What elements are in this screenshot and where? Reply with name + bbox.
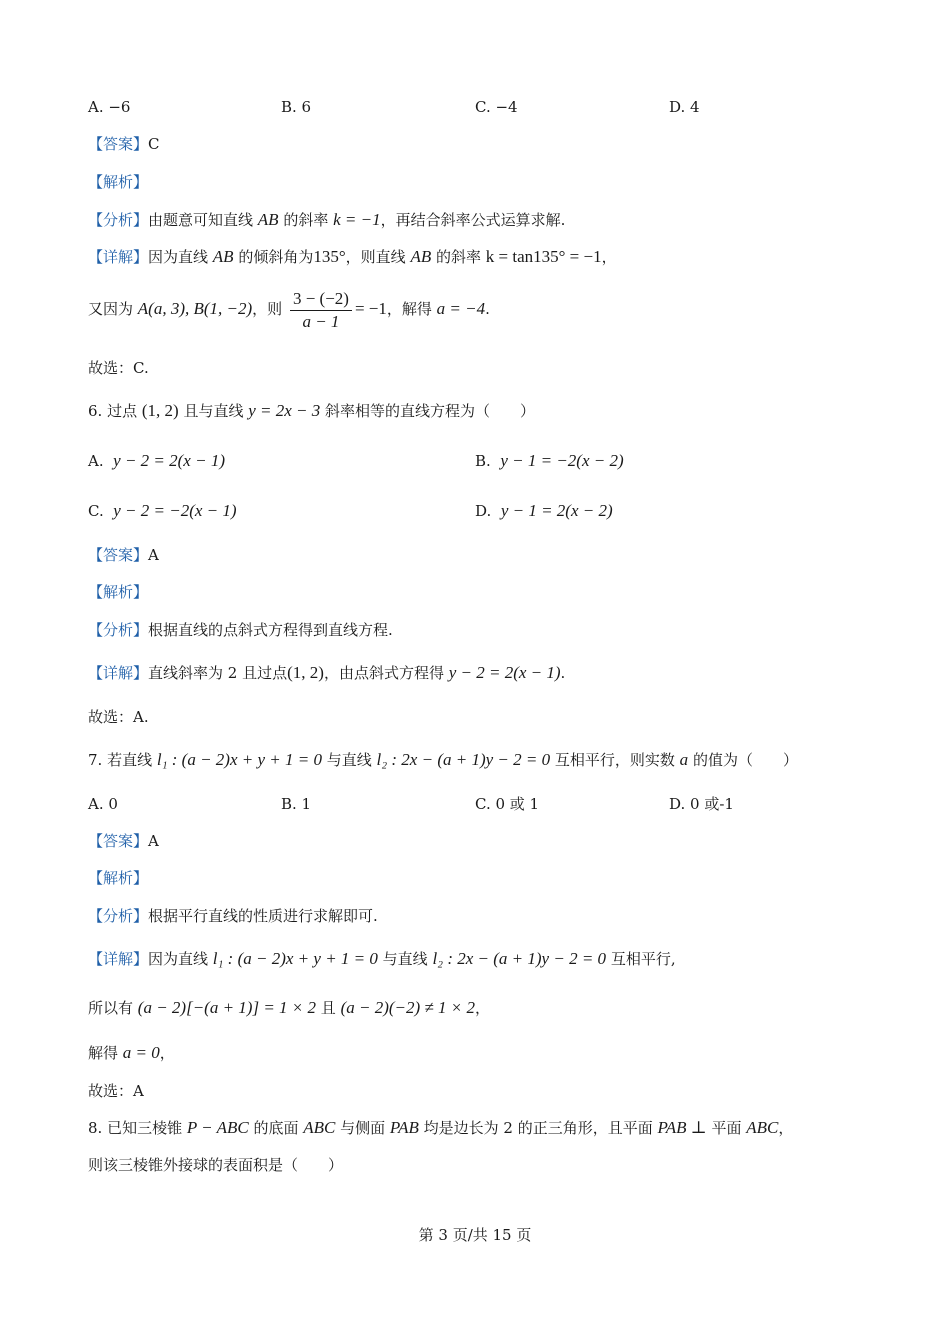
text: . — [485, 300, 490, 318]
math: a — [679, 750, 689, 769]
q5-xiangjie-line2 — [88, 286, 490, 333]
text: ， — [474, 999, 490, 1017]
text: 互相平行, — [606, 950, 676, 968]
text: 且与直线 — [178, 402, 249, 420]
text: 与直线 — [377, 950, 433, 968]
math: A(a, 3), B(1, −2) — [137, 299, 253, 318]
fraction-numerator: 3 − (−2) — [290, 288, 352, 311]
math: y − 2 = 2(x − 1) — [113, 451, 225, 470]
math: ABC — [746, 1118, 779, 1137]
q6-xiangjie — [88, 661, 565, 685]
q6-analysis-tag: 【解析】 — [88, 583, 149, 601]
text: 7. 若直线 — [88, 751, 157, 769]
text: ，则 — [252, 300, 287, 318]
math: P − ABC — [186, 1118, 249, 1137]
math: y − 1 = 2(x − 2) — [500, 501, 613, 520]
option-label: A. — [88, 452, 104, 470]
q8-stem-line2: 则该三棱锥外接球的表面积是（ ） — [88, 1156, 344, 1174]
math: l₁ : (a − 2)x + y + 1 = 0 — [212, 949, 378, 968]
q6-option-a — [88, 449, 225, 473]
text: 均是边长为 2 的正三角形，且平面 — [418, 1119, 658, 1137]
q5-option-a: A. −6 — [88, 98, 131, 116]
q7-analysis-tag: 【解析】 — [88, 869, 149, 887]
answer-value: A — [148, 546, 159, 564]
text: 的斜率 — [278, 211, 334, 229]
text: 解得 — [88, 1044, 123, 1062]
q5-option-d: D. 4 — [669, 98, 700, 116]
q7-conclusion: 故选：A — [88, 1082, 144, 1100]
text: 根据平行直线的性质进行求解即可. — [148, 907, 378, 925]
math: AB — [212, 247, 234, 266]
q7-stem — [88, 748, 798, 772]
q8-stem-line1 — [88, 1116, 793, 1140]
text: ， — [778, 1119, 794, 1137]
text: 互相平行，则实数 — [550, 751, 680, 769]
math: l₂ : 2x − (a + 1)y − 2 = 0 — [432, 949, 607, 968]
text: 因为直线 — [148, 248, 213, 266]
math: ABC — [303, 1118, 336, 1137]
math: k = −1 — [333, 210, 381, 229]
text: 的值为（ ） — [688, 751, 798, 769]
text: 所以有 — [88, 999, 138, 1017]
q5-conclusion: 故选：C. — [88, 359, 149, 377]
text: 6. 过点 — [88, 402, 142, 420]
text: ，解得 — [386, 300, 437, 318]
q6-option-b — [475, 449, 624, 473]
text: 斜率相等的直线方程为（ ） — [320, 402, 536, 420]
text: 由题意可知直线 — [148, 211, 258, 229]
text: 8. 已知三棱锥 — [88, 1119, 187, 1137]
q7-answer — [88, 829, 159, 853]
q7-option-a: A. 0 — [88, 795, 118, 813]
math: AB — [410, 247, 432, 266]
math: l₂ : 2x − (a + 1)y − 2 = 0 — [376, 750, 551, 769]
text: 又因为 — [88, 300, 138, 318]
fenxi-tag: 【分析】 — [88, 907, 149, 925]
math: 135° — [313, 247, 346, 266]
text: 直线斜率为 2 且过点 — [148, 664, 288, 682]
math: y − 2 = 2(x − 1) — [448, 663, 561, 682]
answer-value: A — [148, 832, 159, 850]
text: 与直线 — [321, 751, 377, 769]
math: (a − 2)[−(a + 1)] = 1 × 2 — [137, 998, 317, 1017]
fraction-denominator: a − 1 — [302, 311, 340, 331]
text: ，则直线 — [345, 248, 411, 266]
q6-option-d — [475, 499, 613, 523]
q5-answer — [88, 132, 160, 156]
math: AB — [257, 210, 279, 229]
text: 的倾斜角为 — [233, 248, 314, 266]
q5-xiangjie-line1 — [88, 245, 617, 269]
math: l₁ : (a − 2)x + y + 1 = 0 — [156, 750, 322, 769]
text: ，再结合斜率公式运算求解. — [380, 211, 566, 229]
text: ，由点斜式方程得 — [323, 664, 449, 682]
text: 的底面 — [248, 1119, 304, 1137]
q7-option-c: C. 0 或 1 — [475, 795, 540, 813]
math: = −1 — [354, 299, 387, 318]
option-label: B. — [475, 452, 491, 470]
fenxi-tag: 【分析】 — [88, 621, 149, 639]
math: (1, 2) — [287, 663, 324, 682]
math: y − 2 = −2(x − 1) — [113, 501, 237, 520]
q7-xiangjie-line2 — [88, 996, 490, 1020]
math: a = 0 — [122, 1043, 160, 1062]
text: 根据直线的点斜式方程得到直线方程. — [148, 621, 393, 639]
math: (a − 2)(−2) ≠ 1 × 2 — [340, 998, 475, 1017]
answer-tag: 【答案】 — [88, 135, 149, 153]
text: 与侧面 — [335, 1119, 390, 1137]
fraction — [290, 288, 352, 333]
q7-fenxi — [88, 904, 378, 928]
math: y − 1 = −2(x − 2) — [500, 451, 624, 470]
fenxi-tag: 【分析】 — [88, 211, 149, 229]
text: ， — [601, 248, 617, 266]
xiangjie-tag: 【详解】 — [88, 950, 149, 968]
q7-xiangjie-line1 — [88, 947, 676, 971]
text: 的斜率 — [431, 248, 486, 266]
page-footer: 第 3 页/共 15 页 — [418, 1226, 532, 1244]
xiangjie-tag: 【详解】 — [88, 664, 149, 682]
q7-xiangjie-line3 — [88, 1041, 175, 1065]
q5-fenxi — [88, 208, 565, 232]
math: a = −4 — [436, 299, 486, 318]
q6-option-c — [88, 499, 237, 523]
answer-tag: 【答案】 — [88, 546, 149, 564]
xiangjie-tag: 【详解】 — [88, 248, 149, 266]
text: 且 — [316, 999, 341, 1017]
q5-option-c: C. −4 — [475, 98, 518, 116]
math: PAB — [389, 1118, 419, 1137]
text: 因为直线 — [148, 950, 213, 968]
option-label: D. — [475, 502, 492, 520]
q6-answer — [88, 543, 159, 567]
q5-option-b: B. 6 — [281, 98, 312, 116]
text: 平面 — [706, 1119, 747, 1137]
q7-option-d: D. 0 或-1 — [669, 795, 734, 813]
q7-option-b: B. 1 — [281, 795, 312, 813]
answer-value: C — [148, 135, 160, 153]
q6-stem — [88, 399, 535, 423]
q5-analysis-tag: 【解析】 — [88, 173, 149, 191]
math: PAB ⊥ — [657, 1118, 707, 1137]
option-label: C. — [88, 502, 104, 520]
math: y = 2x − 3 — [248, 401, 321, 420]
text: . — [560, 664, 566, 682]
math: k = tan135° = −1 — [485, 247, 602, 266]
answer-tag: 【答案】 — [88, 832, 149, 850]
q6-fenxi — [88, 618, 393, 642]
text: ， — [159, 1044, 175, 1062]
q6-conclusion: 故选：A. — [88, 708, 149, 726]
math: (1, 2) — [141, 401, 179, 420]
